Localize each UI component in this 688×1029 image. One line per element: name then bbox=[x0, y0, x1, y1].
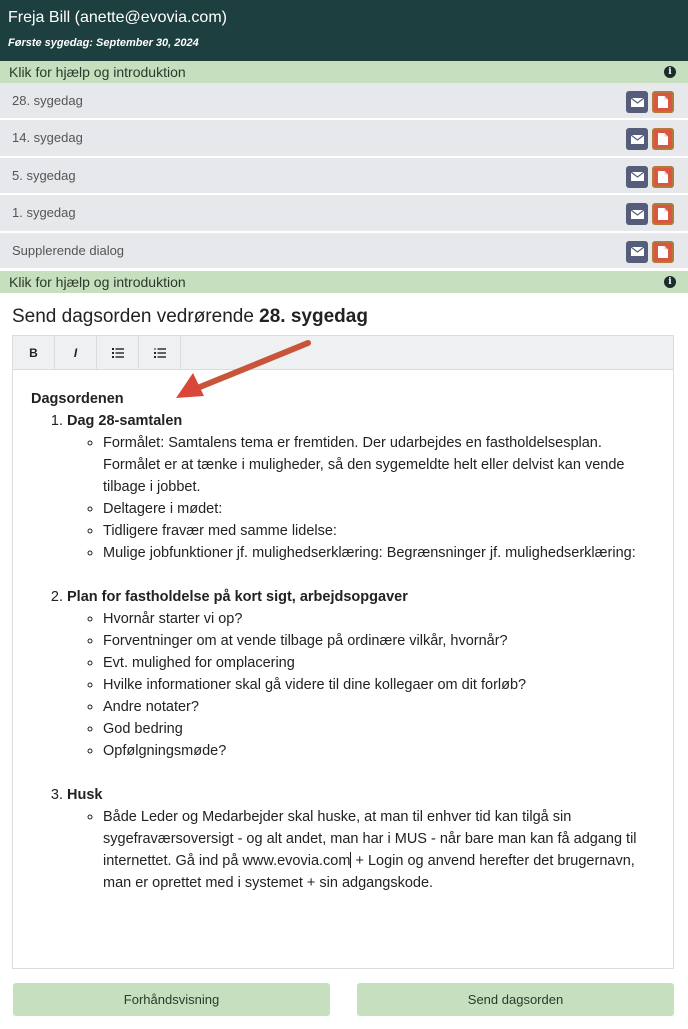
envelope-icon bbox=[631, 98, 644, 107]
employee-title: Freja Bill (anette@evovia.com) bbox=[8, 9, 227, 26]
document-icon bbox=[658, 133, 668, 145]
stage-label: 14. sygedag bbox=[12, 130, 83, 146]
send-agenda-button[interactable]: Send dagsorden bbox=[357, 983, 674, 1016]
send-mail-button[interactable] bbox=[626, 91, 648, 113]
ordered-list-icon bbox=[154, 348, 166, 358]
help-intro-bar-top[interactable] bbox=[0, 61, 688, 83]
editor-toolbar bbox=[13, 336, 673, 370]
envelope-icon bbox=[631, 210, 644, 219]
pdf-button[interactable] bbox=[652, 203, 674, 225]
unordered-list-icon bbox=[112, 348, 124, 358]
envelope-icon bbox=[631, 172, 644, 181]
agenda-bullet: ◦ Opfølgningsmøde? bbox=[103, 740, 655, 762]
bullet-text: + Login og anvend herefter det brugernavn, man er oprettet med i systemet + sin adgangskode. bbox=[103, 853, 635, 891]
stage-list bbox=[0, 83, 688, 270]
agenda-bullet: ◦ Evt. mulighed for omplacering bbox=[103, 652, 655, 674]
help-intro-label: Klik for hjælp og introduktion bbox=[9, 274, 186, 290]
agenda-bullet: ◦ Hvilke informationer skal gå videre til dine kollegaer om dit forløb? bbox=[103, 674, 655, 696]
italic-button[interactable]: I bbox=[55, 336, 97, 369]
envelope-icon bbox=[631, 247, 644, 256]
section-title-stage: 28. sygedag bbox=[259, 306, 368, 327]
pdf-button[interactable] bbox=[652, 128, 674, 150]
agenda-item-title: Dag 28-samtalen bbox=[67, 413, 183, 429]
stage-label: 28. sygedag bbox=[12, 93, 83, 108]
agenda-item-title: Husk bbox=[67, 787, 103, 803]
agenda-bullet bbox=[103, 806, 655, 894]
stage-row-5[interactable] bbox=[0, 158, 688, 195]
stage-label: Supplerende dialog bbox=[12, 242, 125, 258]
agenda-item bbox=[67, 784, 655, 894]
agenda-item bbox=[67, 586, 655, 784]
stage-label: 5. sygedag bbox=[12, 167, 76, 183]
agenda-bullet: ◦ Forventninger om at vende tilbage på ordinære vilkår, hvornår? bbox=[103, 630, 655, 652]
send-mail-button[interactable] bbox=[626, 241, 648, 263]
bullet-list-button[interactable] bbox=[97, 336, 139, 369]
preview-button[interactable]: Forhåndsvisning bbox=[13, 983, 330, 1016]
send-mail-button[interactable] bbox=[626, 166, 648, 188]
bold-button[interactable]: B bbox=[13, 336, 55, 369]
numbered-list-button[interactable] bbox=[139, 336, 181, 369]
agenda-editor[interactable] bbox=[12, 335, 674, 969]
stage-row-supplerende[interactable] bbox=[0, 233, 688, 270]
help-intro-bar-bottom[interactable] bbox=[0, 271, 688, 293]
pdf-button[interactable] bbox=[652, 91, 674, 113]
agenda-item-title: Plan for fastholdelse på kort sigt, arbejdsopgaver bbox=[67, 589, 408, 605]
first-sick-day: Første sygedag: September 30, 2024 bbox=[8, 37, 199, 49]
pdf-button[interactable] bbox=[652, 241, 674, 263]
info-icon: i bbox=[664, 66, 676, 78]
agenda-list bbox=[31, 410, 655, 894]
document-icon bbox=[658, 96, 668, 108]
document-icon bbox=[658, 171, 668, 183]
agenda-heading: Dagsordenen bbox=[31, 391, 124, 407]
agenda-bullet: ◦ Hvornår starter vi op? bbox=[103, 608, 655, 630]
page-header bbox=[0, 0, 688, 61]
stage-row-28[interactable] bbox=[0, 83, 688, 120]
agenda-item bbox=[67, 410, 655, 586]
document-icon bbox=[658, 208, 668, 220]
document-icon bbox=[658, 246, 668, 258]
section-title-prefix: Send dagsorden vedrørende bbox=[12, 306, 260, 327]
editor-content[interactable] bbox=[13, 370, 673, 894]
send-mail-button[interactable] bbox=[626, 128, 648, 150]
envelope-icon bbox=[631, 135, 644, 144]
agenda-bullet: ◦ Formålet: Samtalens tema er fremtiden. Der udarbejdes en fastholdelsesplan. Formålet er at tænke i muligheder, så den sygemeldte helt eller delvist kan vende tilbage i jobbet. bbox=[103, 432, 655, 498]
bullet-text: Både Leder og Medarbejder skal huske, at man til enhver tid kan tilgå sin sygefraværsoversigt - og alt andet, man har i MUS - når bare man kan få adgang til internettet. Gå ind på www.evovia.com bbox=[103, 809, 637, 869]
agenda-bullet: ◦ Tidligere fravær med samme lidelse: bbox=[103, 520, 655, 542]
info-icon: i bbox=[664, 276, 676, 288]
agenda-bullet: ◦ Mulige jobfunktioner jf. mulighedserklæring: Begrænsninger jf. mulighedserklæring: bbox=[103, 542, 655, 564]
agenda-bullet: ◦ Deltagere i mødet: bbox=[103, 498, 655, 520]
stage-row-1[interactable] bbox=[0, 195, 688, 232]
send-mail-button[interactable] bbox=[626, 203, 648, 225]
section-title bbox=[12, 306, 368, 328]
pdf-button[interactable] bbox=[652, 166, 674, 188]
stage-label: 1. sygedag bbox=[12, 205, 76, 221]
help-intro-label: Klik for hjælp og introduktion bbox=[9, 64, 186, 80]
stage-row-14[interactable] bbox=[0, 120, 688, 157]
agenda-bullet: ◦ Andre notater? bbox=[103, 696, 655, 718]
agenda-bullet: ◦ God bedring bbox=[103, 718, 655, 740]
